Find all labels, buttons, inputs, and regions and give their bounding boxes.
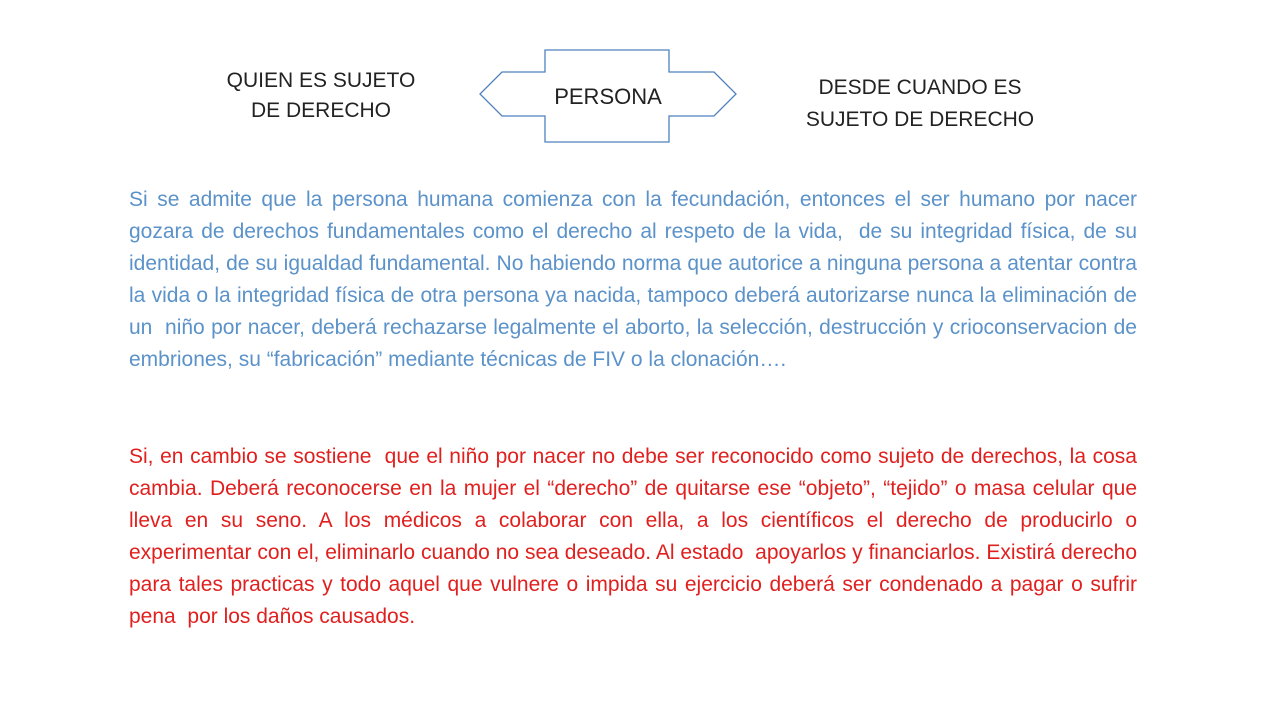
who-is-subject-line-1: QUIEN ES SUJETO xyxy=(226,69,416,92)
since-when-subject-line-1: DESDE CUANDO ES xyxy=(818,76,1022,99)
since-when-subject-label xyxy=(770,72,1070,136)
who-is-subject-line-2: DE DERECHO xyxy=(250,99,392,122)
fecundation-paragraph: Si se admite que la persona humana comienza con la fecundación, entonces el ser humano por nacer gozara de derechos fundamentales como el derecho al respeto de la vida, de su integridad física, de su identidad, de su igualdad fundamental. No habiendo norma que autorice a ninguna persona a atentar contra la vida o la integridad física de otra persona ya nacida, tampoco deberá autorizarse nunca la eliminación de un niño por nacer, deberá rechazarse legalmente el aborto, la selección, destrucción y crioconservacion de embriones, su “fabricación” mediante técnicas de FIV o la clonación…. xyxy=(129,188,1143,371)
not-subject-paragraph: Si, en cambio se sostiene que el niño por nacer no debe ser reconocido como sujeto de derechos, la cosa cambia. Deberá reconocerse en la mujer el “derecho” de quitarse ese “objeto”, “tejido” o masa celular que lleva en su seno. A los médicos a colaborar con ella, a los científicos el derecho de producirlo o experimentar con el, eliminarlo cuando no sea deseado. Al estado apoyarlos y financiarlos. Existirá derecho para tales practicas y todo aquel que vulnere o impida su ejercicio deberá ser condenado a pagar o sufrir pena por los daños causados. xyxy=(129,445,1143,628)
who-is-subject-label xyxy=(196,66,446,126)
since-when-subject-line-2: SUJETO DE DERECHO xyxy=(805,108,1035,131)
persona-label: PERSONA xyxy=(554,84,662,109)
